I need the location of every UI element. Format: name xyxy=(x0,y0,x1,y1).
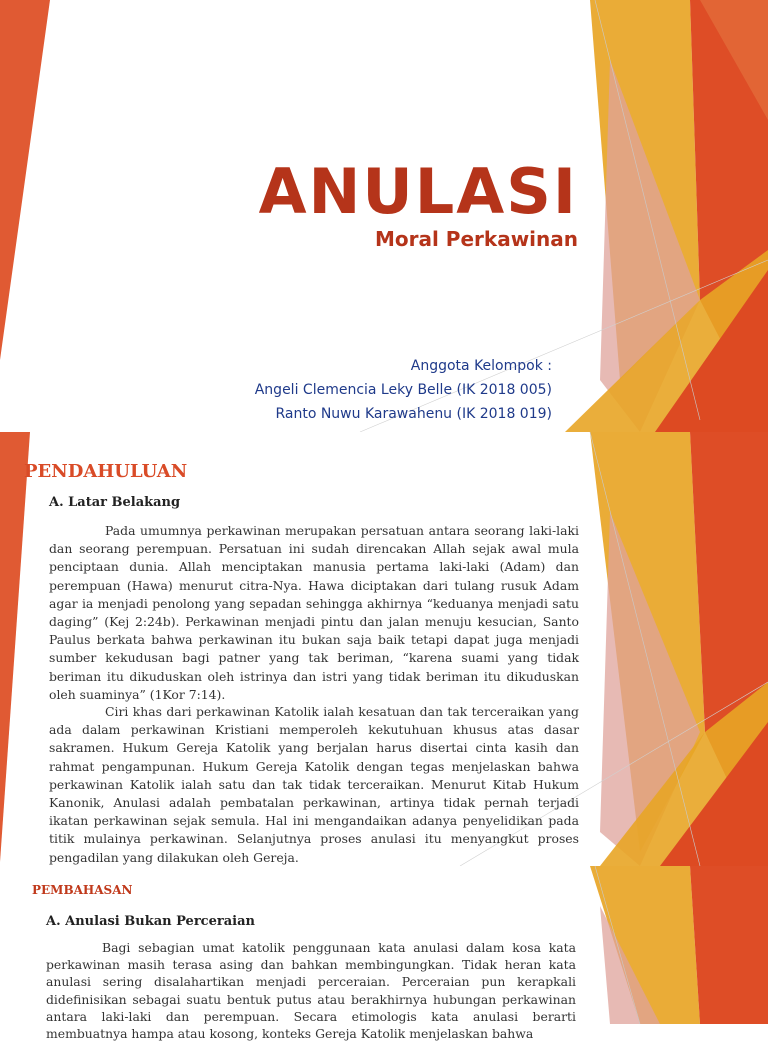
presentation-subtitle: Moral Perkawinan xyxy=(374,227,578,251)
section-heading: PEMBAHASAN xyxy=(32,883,133,897)
section-heading: PENDAHULUAN xyxy=(24,461,188,482)
subsection-heading: A. Anulasi Bukan Perceraian xyxy=(46,914,255,929)
body-paragraph: Bagi sebagian umat katolik penggunaan kata anulasi dalam kosa kata perkawinan masih terasa asing dan bahkan membingungkan. Tidak heran kata anulasi sering disalahartikan menjadi perceraian. Perceraian pun kerapkali didefinisikan sebagai suatu bentuk putus atau berakhirnya hubungan perkawinan antara laki-laki dan perempuan. Secara etimologis kata anulasi berarti membuatnya hampa atau kosong, konteks Gereja Katolik menjelaskan bahwa xyxy=(46,940,576,1042)
members-label: Anggota Kelompok : xyxy=(410,358,552,374)
member-name: Angeli Clemencia Leky Belle (IK 2018 005) xyxy=(254,382,552,398)
group-members xyxy=(255,354,552,426)
introduction-slide xyxy=(0,432,768,866)
member-name: Ranto Nuwu Karawahenu (IK 2018 019) xyxy=(275,406,552,422)
presentation-title: ANULASI xyxy=(258,155,578,228)
body-paragraph: Pada umumnya perkawinan merupakan persatuan antara seorang laki-laki dan seorang perempuan. Persatuan ini sudah direncakan Allah sejak awal mula penciptaan dunia. Allah menciptakan manusia pertama laki-laki (Adam) dan perempuan (Hawa) menurut citra-Nya. Hawa diciptakan dari tulang rusuk Adam agar ia menjadi penolong yang sepadan sehingga akhirnya “keduanya menjadi satu daging” (Kej 2:24b). Perkawinan menjadi pintu dan jalan menuju kesucian, Santo Paulus berkata bahwa perkawinan itu bukan saja baik tetapi dapat juga menjadi sumber kekudusan bagi patner yang tak beriman, “karena suami yang tidak beriman itu dikuduskan oleh istrinya dan istri yang tidak beriman itu dikuduskan oleh suaminya” (1Kor 7:14). xyxy=(49,523,579,702)
discussion-slide xyxy=(0,866,768,1042)
title-slide xyxy=(0,0,768,432)
body-paragraph: Ciri khas dari perkawinan Katolik ialah kesatuan dan tak terceraikan yang ada dalam perkawinan Kristiani memperoleh kekutuhuan khusus atas dasar sakramen. Hukum Gereja Katolik yang berjalan harus disertai cinta kasih dan rahmat pengampunan. Hukum Gereja Katolik dengan tegas menjelaskan bahwa perkawinan Katolik ialah satu dan tak tidak terceraikan. Menurut Kitab Hukum Kanonik, Anulasi adalah pembatalan perkawinan, artinya tidak pernah terjadi ikatan perkawinan sejak semula. Hal ini mengandaikan adanya penyelidikan pada titik mulainya perkawinan. Selanjutnya proses anulasi itu menyangkut proses pengadilan yang dilakukan oleh Gereja. xyxy=(49,704,579,865)
subsection-heading: A. Latar Belakang xyxy=(49,495,181,510)
